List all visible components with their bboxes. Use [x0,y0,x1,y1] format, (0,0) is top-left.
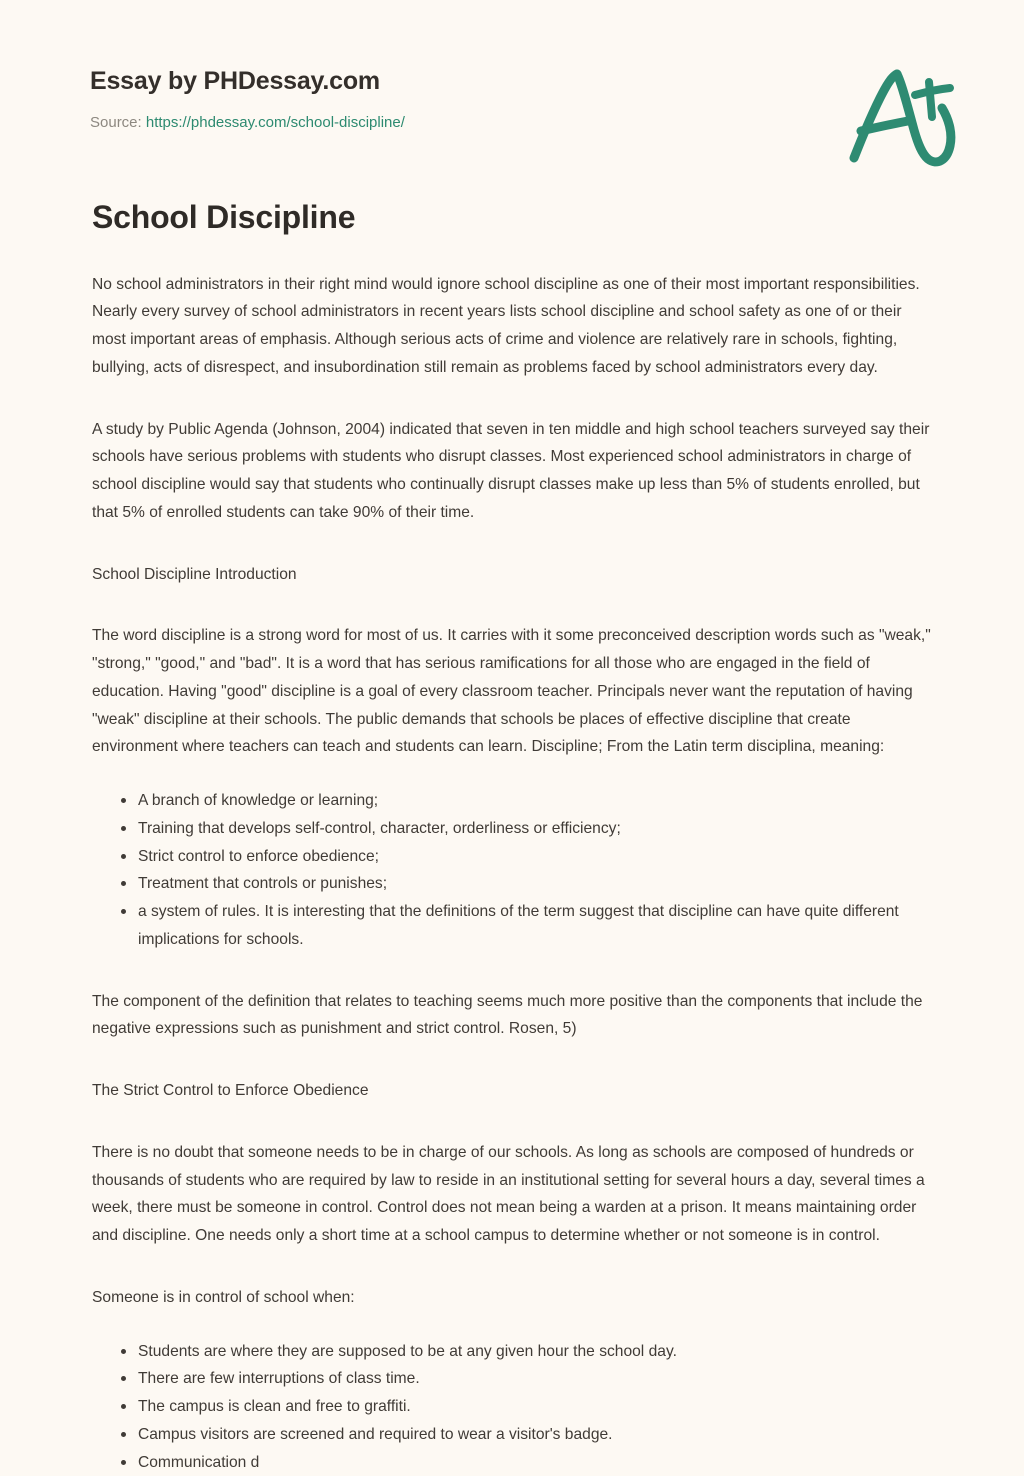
paragraph-component: The component of the definition that relates to teaching seems much more positive than the components that include the negative expressions such as punishment and strict control. Rosen, 5) [92,954,932,1044]
brand-title: Essay by PHDessay.com [90,66,1024,96]
page-header [0,0,1024,133]
paragraph-intro-2: A study by Public Agenda (Johnson, 2004) indicated that seven in ten middle and high school teachers surveyed say their schools have serious problems with students who disrupt classes. Most experienced school administrators in charge of school discipline would say that students who continually disrupt classes make up less than 5% of students enrolled, but that 5% of enrolled students can take 90% of their time. [92,382,932,527]
list-item: Training that develops self-control, character, orderliness or efficiency; [92,815,932,843]
list-item: The campus is clean and free to graffiti. [92,1393,932,1421]
paragraph-control: There is no doubt that someone needs to be in charge of our schools. As long as schools are composed of hundreds or thousands of students who are required by law to reside in an institutional setting for several hours a day, several times a week, there must be someone in control. Control does not mean being a warden at a prison. It means maintaining order and discipline. One needs only a short time at a school campus to determine whether or not someone is in control. [92,1105,932,1250]
paragraph-definition: The word discipline is a strong word for most of us. It carries with it some preconceived description words such as "weak," "strong," "good," and "bad". It is a word that has serious ramifications for all those who are engaged in the field of education. Having "good" discipline is a goal of every classroom teacher. Principals never want the reputation of having "weak" discipline at their schools. The public demands that schools be places of effective discipline that create environment where teachers can teach and students can learn. Discipline; From the Latin term disciplina, meaning: [92,588,932,761]
control-indicators-list [92,1312,932,1476]
source-link[interactable]: https://phdessay.com/school-discipline/ [146,114,405,131]
list-item: A branch of knowledge or learning; [92,787,932,815]
section-heading-introduction: School Discipline Introduction [92,527,932,589]
page-title: School Discipline [92,133,934,237]
paragraph-control-lead-in: Someone is in control of school when: [92,1250,932,1312]
list-item: There are few interruptions of class time. [92,1365,932,1393]
section-heading-strict-control: The Strict Control to Enforce Obedience [92,1043,932,1105]
list-item: Treatment that controls or punishes; [92,870,932,898]
a-plus-logo-icon [842,62,962,174]
list-item: Communication d [92,1449,932,1476]
list-item: Students are where they are supposed to be at any given hour the school day. [92,1338,932,1366]
list-item: Strict control to enforce obedience; [92,843,932,871]
definition-list [92,761,932,954]
source-label: Source: [90,114,142,131]
article-body [0,133,1024,1476]
list-item: Campus visitors are screened and required to wear a visitor's badge. [92,1421,932,1449]
list-item: a system of rules. It is interesting that the definitions of the term suggest that discipline can have quite different implications for schools. [92,898,932,954]
paragraph-intro-1: No school administrators in their right mind would ignore school discipline as one of their most important responsibilities. Nearly every survey of school administrators in recent years lists school discipline and school safety as one of or their most important areas of emphasis. Although serious acts of crime and violence are relatively rare in schools, fighting, bullying, acts of disrespect, and insubordination still remain as problems faced by school administrators every day. [92,237,932,382]
